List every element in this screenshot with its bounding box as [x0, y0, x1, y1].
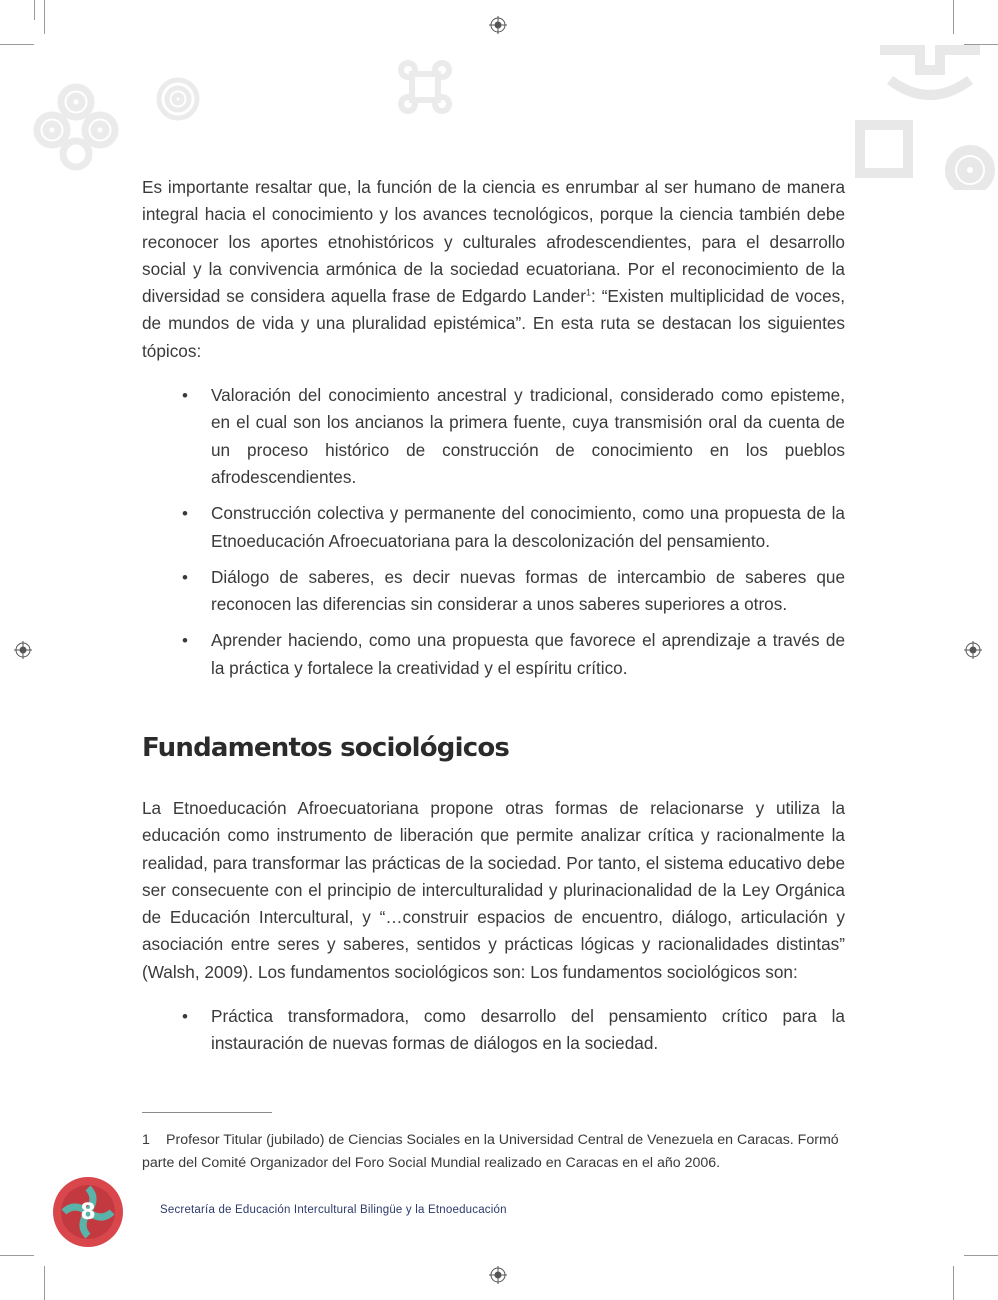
registration-mark-icon	[489, 1266, 507, 1284]
spiral-ornament-icon	[30, 80, 122, 172]
crop-mark-tl-v2	[34, 0, 35, 20]
sociological-list	[142, 1003, 845, 1058]
spiral-ornament-icon	[155, 76, 201, 122]
adinkra-ornament-icon	[850, 30, 998, 190]
topics-list	[142, 382, 845, 682]
registration-mark-icon	[14, 641, 32, 659]
registration-mark-icon	[489, 16, 507, 34]
footer-publisher: Secretaría de Educación Intercultural Bilingüe y la Etnoeducación	[160, 1204, 507, 1216]
crop-mark-tr-v	[953, 0, 954, 34]
page-number: 8	[80, 1199, 96, 1225]
footnote-number: 1	[142, 1132, 150, 1148]
crop-mark-br-v	[953, 1266, 954, 1300]
intro-paragraph: Es importante resaltar que, la función de la ciencia es enrumbar al ser humano de manera integral hacia el conocimiento y los avances tecnológicos, porque la ciencia también debe reconocer los aportes etnohistóricos y culturales afrodescendientes, para el desarrollo social y la convivencia armónica de la sociedad ecuatoriana. Por el reconocimiento de la diversidad se considera aquella frase de Edgardo Lander$^1$: “Existen multiplicidad de voces, de mundos de vida y una pluralidad epistémica”. En esta ruta se destacan los siguientes tópicos:	[142, 177, 846, 361]
crop-mark-br-h	[964, 1255, 998, 1256]
footnote	[142, 1129, 847, 1175]
adinkra-ornament-icon	[398, 60, 452, 114]
crop-mark-bl-v	[44, 1266, 45, 1300]
crop-mark-bl-h	[0, 1255, 34, 1256]
section-heading: Fundamentos sociológicos	[142, 733, 510, 763]
list-item: • Diálogo de saberes, es decir nuevas formas de intercambio de saberes que reconocen las diferencias sin considerar a unos saberes superiores a otros.	[182, 566, 845, 615]
crop-mark-tl-v	[44, 0, 45, 34]
crop-mark-tl-h	[0, 44, 34, 45]
main-content	[142, 174, 845, 682]
registration-mark-icon	[964, 641, 982, 659]
sociological-paragraph: La Etnoeducación Afroecuatoriana propone otras formas de relacionarse y utiliza la educación como instrumento de liberación que permite analizar crítica y racionalmente la realidad, para transformar las prácticas de la sociedad. Por tanto, el sistema educativo debe ser consecuente con el principio de interculturalidad y plurinacionalidad de la Ley Orgánica de Educación Intercultural, y “…construir espacios de encuentro, diálogo, articulación y asociación entre seres y saberes, sentidos y prácticas lógicas y racionalidades distintas” (Walsh, 2009). Los fundamentos sociológicos son: Los fundamentos sociológicos son:	[142, 798, 845, 982]
list-item: • Valoración del conocimiento ancestral y tradicional, considerado como episteme, en el cual son los ancianos la primera fuente, cuya transmisión oral da cuenta de un proceso histórico de construcción de conocimiento en los pueblos afrodescendientes.	[182, 385, 845, 487]
footnote-ref[interactable]: 1	[585, 287, 591, 298]
list-item: • Construcción colectiva y permanente del conocimiento, como una propuesta de la Etnoeducación Afroecuatoriana para la descolonización del pensamiento.	[182, 503, 845, 551]
list-item: • Aprender haciendo, como una propuesta que favorece el aprendizaje a través de la práctica y fortalece la creatividad y el espíritu crítico.	[182, 630, 845, 678]
list-item: • Práctica transformadora, como desarrollo del pensamiento crítico para la instauración de nuevas formas de diálogos en la sociedad.	[182, 1006, 845, 1054]
footnote-divider	[142, 1112, 272, 1113]
sociological-content	[142, 795, 845, 1058]
footnote-text: Profesor Titular (jubilado) de Ciencias Sociales en la Universidad Central de Venezuela en Caracas. Formó parte del Comité Organizador del Foro Social Mundial realizado en Caracas en el año 2006.	[142, 1132, 839, 1171]
